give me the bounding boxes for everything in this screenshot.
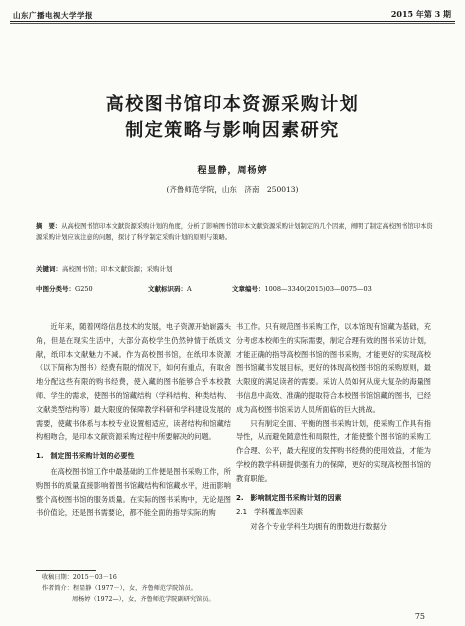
footnote-received: 收稿日期：2015－03－16 <box>42 574 117 581</box>
author-affiliation: (齐鲁师范学院，山东 济南 250013) <box>166 185 299 194</box>
abstract-text: 从高校图书馆印本文献资源采购计划的角度，分析了影响图书馆印本文献资源采购计划制定的几个因素，阐明了制定高校图书馆印本资源采购计划应该注意的问题，探讨了科学制定采购计划的原则与策略。 <box>36 223 433 241</box>
article-title-line1: 高校图书馆印本资源采购计划 <box>105 94 360 115</box>
article-no-label: 文章编号： <box>232 285 265 293</box>
clc-number <box>36 284 93 293</box>
section-heading-2: 2. 影响制定图书采购计划的因素 <box>236 493 342 502</box>
doc-code-value: A <box>187 285 192 293</box>
continued-paragraph: 书工作。只有规范图书采购工作，以本馆现有馆藏为基础，充分考虑本校师生的实际需要，制定合理有效的图书采访计划，才能正确的指导高校图书馆的图书采购，才能更好的实现高校图书馆藏书发展目标，更好的体现高校图书馆的采购原则，最大限度的满足读者的需要。采访人员如何从庞大复杂的海量图书信息中高效、准确的提取符合本校图书馆馆藏的图书，已经成为高校图书馆采访人员所面临的巨大挑战。 <box>236 322 431 414</box>
header-divider-thin <box>10 23 455 24</box>
body-right-column <box>236 320 431 534</box>
issue-label: 2015 年第 3 期 <box>390 9 451 19</box>
body-left-column <box>36 320 231 520</box>
article-no-value: 1008—3340(2015)03—0075—03 <box>264 285 372 293</box>
section-1-paragraph-2: 只有制定全面、平衡的图书采购计划，使采购工作具有指导性，从而避免随意性和局限性，才能使整个图书馆的采购工作合理、公平，最大程度的发挥购书经费的使用效益，才能为学校的教学科研提供强有力的保障，更好的实现高校图书馆的教育职能。 <box>236 418 431 483</box>
footnote-author-2: 周杨婷（1972—），女，齐鲁师范学院副研究馆员。 <box>72 596 215 603</box>
header-divider <box>10 21 455 22</box>
subsection-heading-2-1: 2.1 学科覆盖率因素 <box>236 508 304 517</box>
journal-name: 山东广播电视大学学报 <box>13 11 93 20</box>
abstract <box>36 221 434 243</box>
keywords <box>36 264 173 273</box>
document-code <box>148 284 192 293</box>
footnote-author-1: 作者简介：程显静（1977－），女，齐鲁师范学院馆员。 <box>42 585 197 592</box>
article-authors: 程显静，周杨婷 <box>197 166 268 176</box>
keywords-text: 高校图书馆；印本文献资源；采购计划 <box>62 265 173 273</box>
keywords-label: 关键词： <box>36 265 62 273</box>
clc-value: G250 <box>75 285 93 293</box>
clc-label: 中图分类号： <box>36 285 75 293</box>
section-1-paragraph: 在高校图书馆工作中最基础的工作便是图书采购工作，所购图书的质量直接影响着图书馆藏结构和馆藏水平，进而影响整个高校图书馆的服务质量。在实际的图书采购中，无论是图书价值论，还是图书需要论，都不能全面的指导实际的购 <box>36 466 231 518</box>
subsection-2-1-paragraph: 对各个专业学科生均拥有的册数进行数据分 <box>250 522 387 532</box>
footnote-divider <box>36 570 96 571</box>
intro-paragraph: 近年来，随着网络信息技术的发展，电子资源开始崭露头角，但是在现实生活中，大部分高校学生仍然钟情于纸质文献，纸印本文献魅力不减。作为高校图书馆，在纸印本资源（以下简称为图书）经费有限的情况下，如何有重点，有取舍地分配这些有限的购书经费，使入藏的图书能够合乎本校教师、学生的需求，使图书的馆藏结构（学科结构、种类结构、文献类型结构等）最大限度的保障教学科研和学科建设发展的需要，使藏书体系与本校专业设置相适应，读者结构和馆藏结构相吻合，是印本文献资源采购过程中所要解决的问题。 <box>36 322 231 442</box>
abstract-label: 摘 要： <box>36 223 62 230</box>
article-title-line2: 制定策略与影响因素研究 <box>125 120 340 141</box>
doc-code-label: 文献标识码： <box>148 285 187 293</box>
article-number <box>232 284 372 293</box>
section-heading-1: 1. 制定图书采购计划的必要性 <box>36 452 135 461</box>
page-number: 75 <box>414 612 425 621</box>
